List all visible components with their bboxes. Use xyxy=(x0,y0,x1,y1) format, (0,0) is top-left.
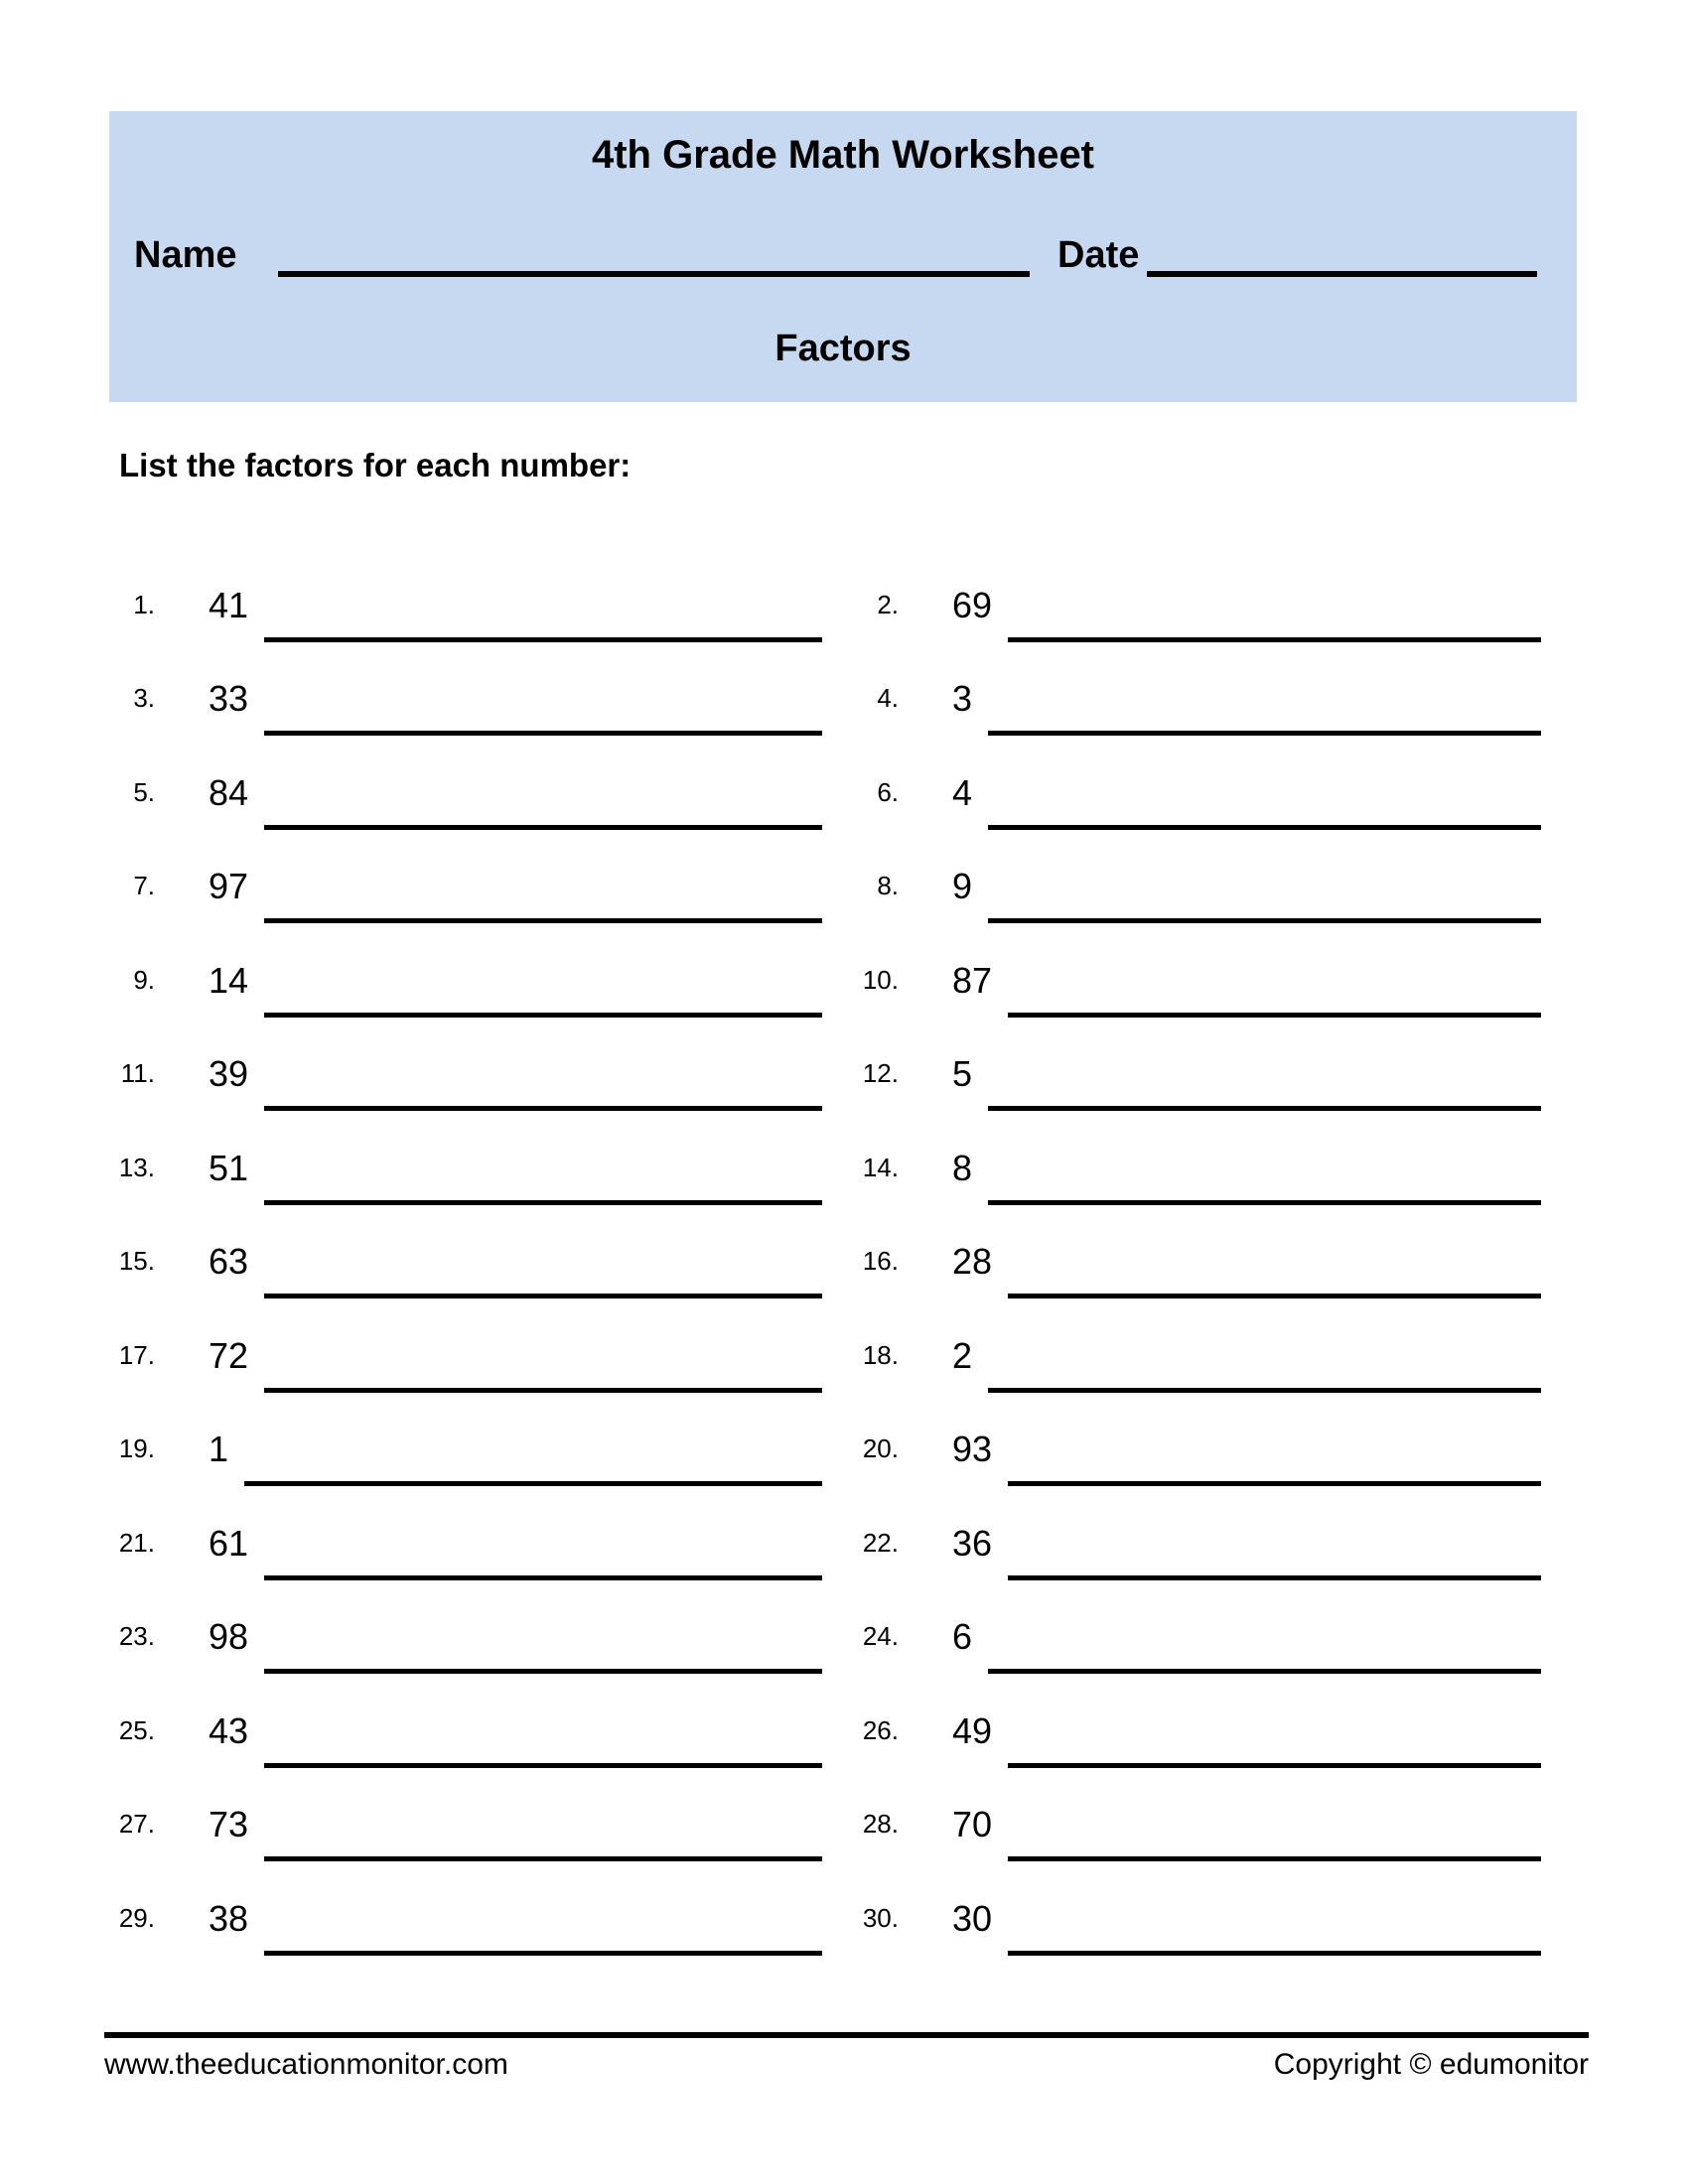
problem-value: 2 xyxy=(952,1334,973,1376)
footer-divider xyxy=(104,2032,1589,2038)
problem-number: 26. xyxy=(862,1714,899,1745)
answer-blank[interactable] xyxy=(264,1856,822,1861)
problem-value: 87 xyxy=(952,959,993,1001)
problem-row xyxy=(97,556,822,650)
problem-value: 73 xyxy=(209,1804,249,1844)
problem-number: 9. xyxy=(133,964,155,995)
problem-row xyxy=(97,744,822,838)
problem-row xyxy=(97,1588,822,1683)
problem-row xyxy=(822,650,1541,745)
problem-row xyxy=(97,1776,822,1870)
problem-value: 97 xyxy=(209,866,249,906)
problem-row xyxy=(822,931,1541,1025)
footer-copyright: Copyright © edumonitor xyxy=(1273,2048,1589,2081)
problem-row xyxy=(97,1682,822,1776)
problem-number: 7. xyxy=(133,871,155,900)
problem-value: 41 xyxy=(209,584,249,625)
answer-blank[interactable] xyxy=(988,1388,1541,1393)
problem-row xyxy=(97,1869,822,1964)
answer-blank[interactable] xyxy=(264,1575,822,1580)
problem-value: 39 xyxy=(209,1053,249,1094)
footer-website: www.theeducationmonitor.com xyxy=(104,2048,508,2081)
problem-value: 70 xyxy=(952,1804,993,1844)
problem-number: 18. xyxy=(862,1339,899,1370)
problem-row xyxy=(822,1869,1541,1964)
problem-value: 14 xyxy=(209,959,249,1001)
problem-row xyxy=(97,1401,822,1495)
problem-number: 2. xyxy=(877,589,899,619)
name-input-line[interactable] xyxy=(278,271,1030,277)
problem-number: 19. xyxy=(118,1433,155,1463)
answer-blank[interactable] xyxy=(988,1200,1541,1205)
problem-number: 1. xyxy=(133,589,155,619)
problem-number: 5. xyxy=(133,776,155,807)
problem-value: 43 xyxy=(209,1709,249,1751)
problem-number: 21. xyxy=(118,1527,155,1558)
problem-number: 8. xyxy=(877,871,899,900)
problem-row xyxy=(822,1213,1541,1307)
problem-number: 28. xyxy=(862,1809,899,1839)
problem-number: 29. xyxy=(118,1902,155,1933)
problem-row xyxy=(822,838,1541,932)
problem-row xyxy=(97,650,822,745)
problem-row xyxy=(822,556,1541,650)
problem-row xyxy=(822,1494,1541,1588)
problem-row xyxy=(822,1776,1541,1870)
problem-value: 4 xyxy=(952,771,973,813)
answer-blank[interactable] xyxy=(264,731,822,736)
problem-number: 6. xyxy=(877,776,899,807)
answer-blank[interactable] xyxy=(988,825,1541,830)
answer-blank[interactable] xyxy=(264,1106,822,1111)
problem-number: 14. xyxy=(862,1152,899,1182)
worksheet-header xyxy=(109,111,1577,402)
problem-row xyxy=(97,1119,822,1213)
problem-value: 84 xyxy=(209,771,249,813)
problem-row xyxy=(822,1025,1541,1120)
answer-blank[interactable] xyxy=(264,1200,822,1205)
problem-number: 27. xyxy=(118,1809,155,1839)
problems-grid xyxy=(97,556,1541,1964)
answer-blank[interactable] xyxy=(1008,1763,1541,1768)
answer-blank[interactable] xyxy=(264,1951,822,1956)
problem-value: 6 xyxy=(952,1616,973,1657)
problem-number: 13. xyxy=(118,1152,155,1182)
problem-number: 25. xyxy=(118,1714,155,1745)
problem-number: 17. xyxy=(118,1339,155,1370)
problem-row xyxy=(97,1494,822,1588)
problem-value: 49 xyxy=(952,1709,993,1751)
answer-blank[interactable] xyxy=(988,918,1541,923)
name-label: Name xyxy=(134,234,237,276)
problem-number: 30. xyxy=(862,1902,899,1933)
answer-blank[interactable] xyxy=(988,731,1541,736)
problem-value: 5 xyxy=(952,1053,973,1094)
problem-number: 4. xyxy=(877,683,899,713)
problem-row xyxy=(822,744,1541,838)
answer-blank[interactable] xyxy=(1008,1481,1541,1486)
problem-value: 30 xyxy=(952,1897,993,1939)
answer-blank[interactable] xyxy=(264,1763,822,1768)
problem-value: 28 xyxy=(952,1241,993,1282)
answer-blank[interactable] xyxy=(1008,637,1541,642)
problem-row xyxy=(97,1306,822,1401)
problem-value: 51 xyxy=(209,1147,249,1188)
answer-blank[interactable] xyxy=(264,918,822,923)
problem-value: 63 xyxy=(209,1241,249,1282)
answer-blank[interactable] xyxy=(1008,1951,1541,1956)
problem-value: 3 xyxy=(952,678,973,719)
page-title: 4th Grade Math Worksheet xyxy=(591,133,1095,177)
problem-row xyxy=(822,1588,1541,1683)
instruction-text: List the factors for each number: xyxy=(119,447,632,483)
problem-row xyxy=(97,1213,822,1307)
date-label: Date xyxy=(1057,234,1140,276)
answer-blank[interactable] xyxy=(988,1669,1541,1674)
problem-value: 93 xyxy=(952,1429,993,1469)
problem-value: 8 xyxy=(952,1147,973,1188)
answer-blank[interactable] xyxy=(264,637,822,642)
problem-number: 15. xyxy=(118,1246,155,1276)
problem-value: 36 xyxy=(952,1522,993,1564)
problem-value: 38 xyxy=(209,1897,249,1939)
answer-blank[interactable] xyxy=(1008,1294,1541,1298)
problem-value: 1 xyxy=(209,1429,229,1469)
answer-blank[interactable] xyxy=(1008,1013,1541,1018)
answer-blank[interactable] xyxy=(264,1013,822,1018)
problem-row xyxy=(97,931,822,1025)
problem-number: 10. xyxy=(862,964,899,995)
problem-number: 22. xyxy=(862,1527,899,1558)
answer-blank[interactable] xyxy=(988,1106,1541,1111)
answer-blank[interactable] xyxy=(264,1294,822,1298)
worksheet-subtitle: Factors xyxy=(774,328,912,369)
problem-row xyxy=(97,838,822,932)
answer-blank[interactable] xyxy=(264,1669,822,1674)
problem-number: 12. xyxy=(862,1058,899,1088)
problem-value: 98 xyxy=(209,1616,249,1657)
problem-number: 3. xyxy=(133,683,155,713)
answer-blank[interactable] xyxy=(264,1388,822,1393)
problem-value: 72 xyxy=(209,1334,249,1376)
problem-value: 9 xyxy=(952,866,973,906)
problem-number: 23. xyxy=(118,1621,155,1651)
problem-row xyxy=(822,1119,1541,1213)
problem-number: 11. xyxy=(120,1058,155,1088)
answer-blank[interactable] xyxy=(264,825,822,830)
problem-number: 24. xyxy=(862,1621,899,1651)
problem-row xyxy=(822,1682,1541,1776)
date-input-line[interactable] xyxy=(1147,271,1537,277)
answer-blank[interactable] xyxy=(1008,1856,1541,1861)
problem-row xyxy=(822,1401,1541,1495)
problem-number: 16. xyxy=(862,1246,899,1276)
problem-value: 33 xyxy=(209,678,249,719)
problem-row xyxy=(822,1306,1541,1401)
problem-value: 61 xyxy=(209,1522,249,1564)
problem-row xyxy=(97,1025,822,1120)
answer-blank[interactable] xyxy=(244,1481,822,1486)
problem-number: 20. xyxy=(862,1433,899,1463)
problem-value: 69 xyxy=(952,584,993,625)
answer-blank[interactable] xyxy=(1008,1575,1541,1580)
